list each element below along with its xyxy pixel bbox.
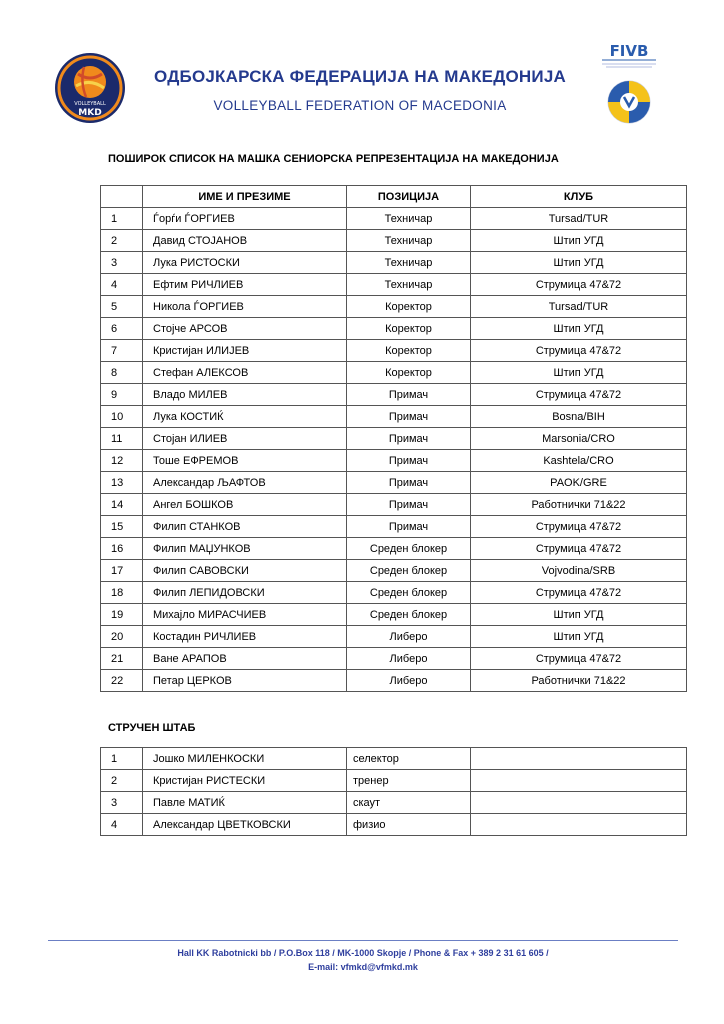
player-position: Либеро: [347, 648, 471, 670]
player-row: [101, 670, 687, 692]
player-number: 21: [101, 648, 143, 670]
player-club: Струмица 47&72: [471, 582, 687, 604]
player-row: [101, 450, 687, 472]
player-club: Tursad/TUR: [471, 208, 687, 230]
player-row: [101, 274, 687, 296]
staff-table-body: [101, 748, 687, 836]
player-row: [101, 208, 687, 230]
player-club: Работнички 71&22: [471, 494, 687, 516]
player-position: Примач: [347, 494, 471, 516]
staff-number: 2: [101, 770, 143, 792]
player-club: Штип УГД: [471, 604, 687, 626]
player-number: 16: [101, 538, 143, 560]
staff-extra: [471, 814, 687, 836]
document-heading: ПОШИРОК СПИСОК НА МАШКА СЕНИОРСКА РЕПРЕЗЕНТАЦИЈА НА МАКЕДОНИЈА: [108, 153, 559, 165]
logo-mkd-text: MKD: [78, 108, 102, 118]
player-club: Штип УГД: [471, 252, 687, 274]
player-position: Среден блокер: [347, 538, 471, 560]
player-club: Струмица 47&72: [471, 274, 687, 296]
player-position: Либеро: [347, 670, 471, 692]
player-name: Михајло МИРАСЧИЕВ: [143, 604, 347, 626]
player-number: 13: [101, 472, 143, 494]
player-row: [101, 626, 687, 648]
volleyball-federation-logo: [54, 52, 126, 124]
player-name: Владо МИЛЕВ: [143, 384, 347, 406]
player-row: [101, 296, 687, 318]
player-position: Среден блокер: [347, 604, 471, 626]
players-table-body: [101, 208, 687, 692]
player-number: 11: [101, 428, 143, 450]
player-number: 14: [101, 494, 143, 516]
player-row: [101, 230, 687, 252]
player-row: [101, 560, 687, 582]
player-name: Костадин РИЧЛИЕВ: [143, 626, 347, 648]
player-club: Струмица 47&72: [471, 516, 687, 538]
player-number: 6: [101, 318, 143, 340]
staff-name: Јошко МИЛЕНКОСКИ: [143, 748, 347, 770]
player-name: Александар ЉАФТОВ: [143, 472, 347, 494]
player-row: [101, 648, 687, 670]
staff-role: тренер: [347, 770, 471, 792]
logo-small-text: VOLLEYBALL: [74, 101, 106, 107]
player-row: [101, 516, 687, 538]
player-club: PAOK/GRE: [471, 472, 687, 494]
player-position: Коректор: [347, 362, 471, 384]
staff-number: 1: [101, 748, 143, 770]
player-name: Филип САВОВСКИ: [143, 560, 347, 582]
player-row: [101, 604, 687, 626]
staff-name: Кристијан РИСТЕСКИ: [143, 770, 347, 792]
staff-role: селектор: [347, 748, 471, 770]
fivb-logo-text: FIVB: [609, 42, 649, 60]
player-number: 22: [101, 670, 143, 692]
player-name: Стојан ИЛИЕВ: [143, 428, 347, 450]
player-position: Примач: [347, 450, 471, 472]
fivb-logo-icon: [596, 40, 662, 130]
column-header-number: [101, 186, 143, 208]
player-row: [101, 340, 687, 362]
player-position: Коректор: [347, 296, 471, 318]
staff-extra: [471, 792, 687, 814]
staff-heading: СТРУЧЕН ШТАБ: [108, 722, 196, 734]
player-club: Струмица 47&72: [471, 538, 687, 560]
column-header-name: ИМЕ И ПРЕЗИМЕ: [143, 186, 347, 208]
player-position: Техничар: [347, 252, 471, 274]
player-row: [101, 582, 687, 604]
player-position: Либеро: [347, 626, 471, 648]
player-row: [101, 406, 687, 428]
player-club: Штип УГД: [471, 318, 687, 340]
staff-extra: [471, 748, 687, 770]
player-name: Лука КОСТИЌ: [143, 406, 347, 428]
player-number: 15: [101, 516, 143, 538]
staff-name: Павле МАТИЌ: [143, 792, 347, 814]
staff-row: [101, 748, 687, 770]
player-number: 1: [101, 208, 143, 230]
player-name: Ване АРАПОВ: [143, 648, 347, 670]
player-position: Техничар: [347, 274, 471, 296]
player-name: Стојче АРСОВ: [143, 318, 347, 340]
player-club: Работнички 71&22: [471, 670, 687, 692]
player-number: 9: [101, 384, 143, 406]
player-name: Никола ЃОРГИЕВ: [143, 296, 347, 318]
staff-name: Александар ЦВЕТКОВСКИ: [143, 814, 347, 836]
staff-row: [101, 814, 687, 836]
player-name: Филип МАЏУНКОВ: [143, 538, 347, 560]
player-position: Техничар: [347, 230, 471, 252]
player-number: 7: [101, 340, 143, 362]
staff-table: [100, 747, 687, 836]
player-row: [101, 252, 687, 274]
staff-row: [101, 770, 687, 792]
staff-number: 4: [101, 814, 143, 836]
footer-email: E-mail: vfmkd@vfmkd.mk: [308, 962, 418, 972]
player-position: Примач: [347, 516, 471, 538]
player-number: 2: [101, 230, 143, 252]
player-name: Ангел БОШКОВ: [143, 494, 347, 516]
fivb-logo: [596, 40, 662, 130]
player-name: Ефтим РИЧЛИЕВ: [143, 274, 347, 296]
player-club: Marsonia/CRO: [471, 428, 687, 450]
player-name: Филип ЛЕПИДОВСКИ: [143, 582, 347, 604]
player-position: Примач: [347, 428, 471, 450]
player-club: Штип УГД: [471, 230, 687, 252]
column-header-position: ПОЗИЦИЈА: [347, 186, 471, 208]
player-number: 3: [101, 252, 143, 274]
player-position: Техничар: [347, 208, 471, 230]
player-name: Петар ЦЕРКОВ: [143, 670, 347, 692]
player-position: Примач: [347, 472, 471, 494]
player-name: Филип СТАНКОВ: [143, 516, 347, 538]
players-table-header: [101, 186, 687, 208]
players-table: [100, 185, 687, 692]
player-position: Примач: [347, 406, 471, 428]
staff-role: скаут: [347, 792, 471, 814]
player-row: [101, 428, 687, 450]
player-number: 10: [101, 406, 143, 428]
staff-row: [101, 792, 687, 814]
footer-divider: [48, 940, 678, 941]
player-row: [101, 494, 687, 516]
player-number: 5: [101, 296, 143, 318]
staff-number: 3: [101, 792, 143, 814]
player-club: Bosna/BIH: [471, 406, 687, 428]
staff-extra: [471, 770, 687, 792]
player-number: 18: [101, 582, 143, 604]
player-club: Штип УГД: [471, 626, 687, 648]
player-position: Среден блокер: [347, 582, 471, 604]
player-number: 12: [101, 450, 143, 472]
federation-logo-icon: [54, 52, 126, 124]
player-number: 19: [101, 604, 143, 626]
player-row: [101, 362, 687, 384]
player-club: Струмица 47&72: [471, 384, 687, 406]
player-position: Коректор: [347, 318, 471, 340]
player-name: Стефан АЛЕКСОВ: [143, 362, 347, 384]
player-name: Давид СТОЈАНОВ: [143, 230, 347, 252]
player-club: Tursad/TUR: [471, 296, 687, 318]
federation-title-latin: VOLLEYBALL FEDERATION OF MACEDONIA: [213, 98, 507, 113]
player-name: Ѓорѓи ЃОРГИЕВ: [143, 208, 347, 230]
staff-role: физио: [347, 814, 471, 836]
player-club: Vojvodina/SRB: [471, 560, 687, 582]
player-club: Штип УГД: [471, 362, 687, 384]
player-row: [101, 538, 687, 560]
player-number: 8: [101, 362, 143, 384]
player-number: 20: [101, 626, 143, 648]
footer-address: Hall KK Rabotnicki bb / P.O.Box 118 / MK-1000 Skopje / Phone & Fax + 389 2 31 61 605 /: [177, 948, 549, 958]
column-header-club: КЛУБ: [471, 186, 687, 208]
player-row: [101, 472, 687, 494]
player-position: Примач: [347, 384, 471, 406]
player-row: [101, 384, 687, 406]
player-position: Коректор: [347, 340, 471, 362]
player-club: Kashtela/CRO: [471, 450, 687, 472]
federation-title-cyrillic: ОДБОЈКАРСКА ФЕДЕРАЦИЈА НА МАКЕДОНИЈА: [154, 67, 566, 86]
footer: [48, 946, 678, 974]
player-name: Кристијан ИЛИЈЕВ: [143, 340, 347, 362]
player-name: Лука РИСТОСКИ: [143, 252, 347, 274]
player-number: 17: [101, 560, 143, 582]
player-name: Тоше ЕФРЕМОВ: [143, 450, 347, 472]
player-row: [101, 318, 687, 340]
player-club: Струмица 47&72: [471, 648, 687, 670]
player-number: 4: [101, 274, 143, 296]
player-club: Струмица 47&72: [471, 340, 687, 362]
player-position: Среден блокер: [347, 560, 471, 582]
